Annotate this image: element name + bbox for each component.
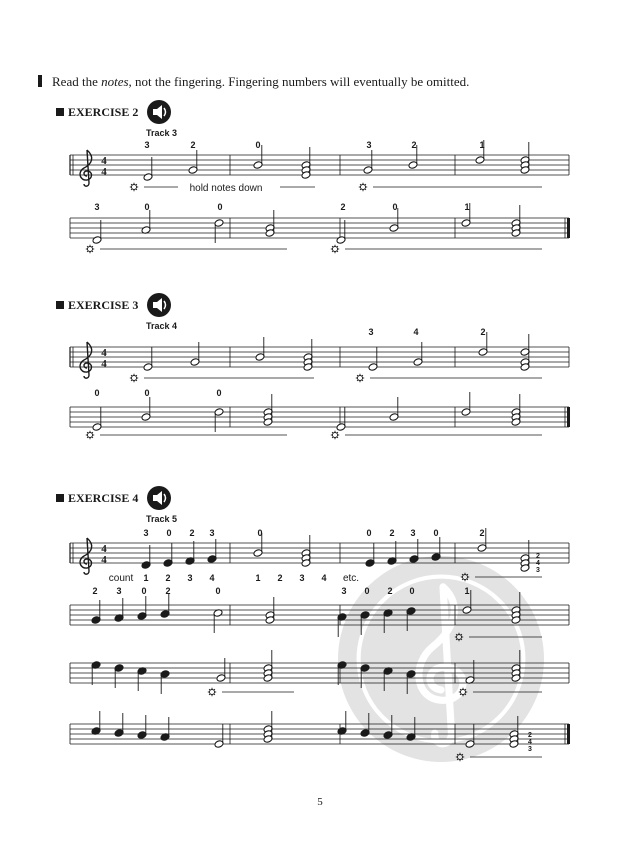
count-number: 2: [165, 573, 171, 583]
pedal-ray: [467, 579, 468, 580]
fingering-number: 0: [166, 528, 172, 538]
pedal-icon: [459, 688, 542, 696]
fingering-number: 0: [255, 140, 261, 150]
pedal-ray: [92, 251, 93, 252]
pedal-ray: [460, 689, 461, 690]
fingering-number: 0: [257, 528, 263, 538]
fingering-number: 0: [433, 528, 439, 538]
fingering-number: 3: [366, 140, 372, 150]
track-label: Track 5: [146, 514, 178, 524]
pedal-ray: [365, 184, 366, 185]
time-signature-top: 4: [101, 347, 107, 359]
fingering-number: 0: [409, 586, 415, 596]
fingering-number: 3: [116, 586, 122, 596]
pedal-ray: [92, 437, 93, 438]
fingering-number: 3: [410, 528, 416, 538]
treble-clef-icon: [80, 342, 92, 378]
pedal-icon: [210, 690, 215, 695]
fingering-number: 0: [94, 388, 100, 398]
treble-clef-icon: [80, 538, 92, 574]
staff: [70, 342, 569, 378]
pedal-ray: [92, 432, 93, 433]
pedal-ray: [465, 694, 466, 695]
pedal-icon: [455, 633, 542, 641]
pedal-ray: [362, 375, 363, 376]
fingering-number: 0: [364, 586, 370, 596]
time-signature-top: 4: [101, 543, 107, 555]
pedal-icon: [88, 247, 93, 252]
pedal-icon: [361, 185, 366, 190]
time-signature-bottom: 4: [101, 358, 107, 370]
time-signature-bottom: 4: [101, 554, 107, 566]
pedal-ray: [214, 689, 215, 690]
fingering-number: 3: [209, 528, 215, 538]
pedal-ray: [131, 375, 132, 376]
pedal-ray: [462, 574, 463, 575]
pedal-ray: [457, 759, 458, 760]
pedal-icon: [461, 573, 542, 581]
hold-notes-annotation: hold notes down: [189, 183, 263, 194]
pedal-ray: [87, 246, 88, 247]
fingering-number: 1: [464, 202, 470, 212]
instruction-before: Read the: [52, 74, 102, 89]
pedal-ray: [87, 251, 88, 252]
pedal-ray: [456, 634, 457, 635]
pedal-icon: [458, 755, 463, 760]
pedal-ray: [209, 694, 210, 695]
chord-fingering: 2: [528, 732, 532, 739]
chord-fingering: 4: [528, 739, 532, 746]
fingering-number: 0: [217, 202, 223, 212]
pedal-ray: [465, 689, 466, 690]
pedal-ray: [136, 189, 137, 190]
count-number: 2: [277, 573, 283, 583]
fingering-number: 0: [366, 528, 372, 538]
fingering-number: 0: [141, 586, 147, 596]
pedal-icon: [331, 245, 542, 253]
time-signature-bottom: 4: [101, 166, 107, 178]
pedal-ray: [337, 437, 338, 438]
fingering-number: 3: [341, 586, 347, 596]
final-barline: [567, 724, 570, 744]
fingering-number: 2: [92, 586, 98, 596]
pedal-ray: [332, 437, 333, 438]
pedal-ray: [131, 184, 132, 185]
fingering-number: 3: [144, 140, 150, 150]
pedal-ray: [337, 432, 338, 433]
pedal-icon: [86, 431, 287, 439]
exercise-3-title: EXERCISE 3: [56, 298, 138, 313]
time-signature-top: 4: [101, 155, 107, 167]
fingering-number: 2: [389, 528, 395, 538]
fingering-number: 2: [411, 140, 417, 150]
instruction-after: , not the fingering. Fingering numbers will eventually be omitted.: [128, 74, 470, 89]
fingering-number: 2: [189, 528, 195, 538]
exercise-4-title: EXERCISE 4: [56, 491, 138, 506]
pedal-ray: [87, 437, 88, 438]
chord-fingering: 3: [528, 746, 532, 753]
final-barline: [567, 407, 570, 427]
pedal-icon: [356, 374, 542, 382]
fingering-number: 4: [413, 327, 419, 337]
pedal-icon: [331, 431, 542, 439]
chord-fingering: 3: [536, 567, 540, 574]
fingering-number: 0: [216, 388, 222, 398]
pedal-ray: [360, 184, 361, 185]
pedal-icon: [358, 376, 363, 381]
track-label: Track 4: [146, 321, 178, 331]
count-number: 4: [209, 573, 215, 583]
fingering-number: 2: [387, 586, 393, 596]
fingering-number: 0: [144, 388, 150, 398]
fingering-number: 2: [480, 327, 486, 337]
pedal-icon: [333, 247, 338, 252]
page-number: 5: [317, 796, 323, 808]
pedal-ray: [461, 634, 462, 635]
pedal-ray: [332, 246, 333, 247]
pedal-icon: [359, 183, 542, 191]
instruction-emphasis: notes: [101, 74, 129, 89]
fingering-number: 0: [215, 586, 221, 596]
pedal-icon: [88, 433, 93, 438]
fingering-number: 0: [144, 202, 150, 212]
pedal-icon: [132, 376, 137, 381]
pedal-ray: [332, 432, 333, 433]
fingering-number: 2: [165, 586, 171, 596]
pedal-ray: [337, 251, 338, 252]
pedal-ray: [131, 189, 132, 190]
pedal-ray: [136, 380, 137, 381]
etc-label: etc.: [342, 573, 360, 584]
pedal-icon: [130, 374, 314, 382]
count-number: 3: [187, 573, 193, 583]
pedal-ray: [457, 754, 458, 755]
pedal-ray: [365, 189, 366, 190]
pedal-icon: [130, 183, 178, 191]
pedal-icon: [456, 753, 542, 761]
pedal-icon: [208, 688, 294, 696]
fingering-number: 1: [479, 140, 485, 150]
fingering-number: 2: [479, 528, 485, 538]
exercise-2-title: EXERCISE 2: [56, 105, 138, 120]
pedal-ray: [462, 759, 463, 760]
chord-fingering: 4: [536, 560, 540, 567]
track-label: Track 3: [146, 128, 178, 138]
pedal-ray: [209, 689, 210, 690]
chord-fingering: 2: [536, 553, 540, 560]
pedal-ray: [136, 184, 137, 185]
pedal-ray: [362, 380, 363, 381]
pedal-ray: [131, 380, 132, 381]
pedal-icon: [132, 185, 137, 190]
fingering-number: 1: [464, 586, 470, 596]
fingering-number: 3: [143, 528, 149, 538]
count-number: 1: [255, 573, 261, 583]
pedal-ray: [92, 246, 93, 247]
pedal-ray: [467, 574, 468, 575]
pedal-ray: [357, 380, 358, 381]
pedal-icon: [463, 575, 468, 580]
pedal-ray: [332, 251, 333, 252]
pedal-ray: [214, 694, 215, 695]
pedal-ray: [462, 754, 463, 755]
count-number: 3: [299, 573, 305, 583]
pedal-icon: [457, 635, 462, 640]
final-barline: [567, 218, 570, 238]
fingering-number: 3: [94, 202, 100, 212]
pedal-icon: [333, 433, 338, 438]
pedal-ray: [87, 432, 88, 433]
pedal-ray: [461, 639, 462, 640]
pedal-ray: [337, 246, 338, 247]
pedal-icon: [461, 690, 466, 695]
pedal-icon: [86, 245, 287, 253]
count-number: 1: [143, 573, 149, 583]
treble-clef-icon: [80, 150, 92, 186]
fingering-number: 2: [190, 140, 196, 150]
pedal-ray: [136, 375, 137, 376]
fingering-number: 2: [340, 202, 346, 212]
fingering-number: 0: [392, 202, 398, 212]
pedal-ray: [460, 694, 461, 695]
count-number: 4: [321, 573, 327, 583]
pedal-ray: [456, 639, 457, 640]
pedal-ray: [462, 579, 463, 580]
pedal-ray: [357, 375, 358, 376]
fingering-number: 3: [368, 327, 374, 337]
pedal-ray: [360, 189, 361, 190]
count-label: count: [108, 573, 134, 584]
staff: [70, 150, 569, 186]
